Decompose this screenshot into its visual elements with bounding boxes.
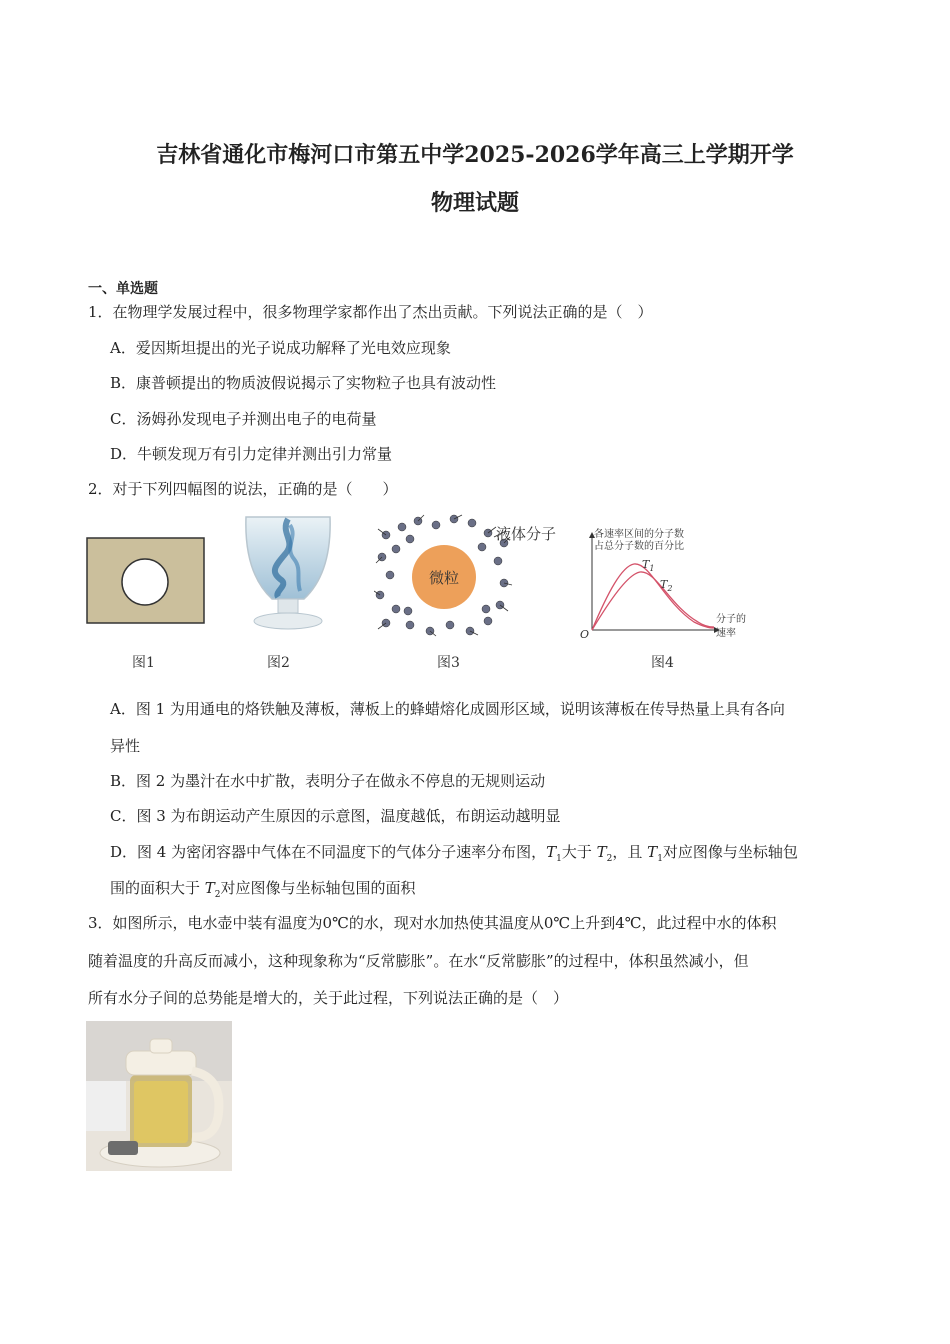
q2-option-d-line2: 围的面积大于 $T_2$对应图像与坐标轴包围的面积 (110, 879, 416, 900)
figure-4-caption: 图4 (651, 655, 674, 671)
liquid-molecule-label: 液体分子 (496, 525, 557, 543)
t1-label: $T_1$ (642, 558, 655, 573)
q1-option-c: C．汤姆孙发现电子并测出电子的电荷量 (110, 410, 377, 428)
melted-circle (122, 559, 168, 605)
q1-option-a: A．爱因斯坦提出的光子说成功解释了光电效应现象 (110, 339, 451, 357)
figure-1-caption: 图1 (132, 655, 155, 671)
q2-option-a-line2: 异性 (110, 737, 141, 755)
x-label-1: 分子的 (716, 614, 746, 625)
q3-line3: 所有水分子间的总势能是增大的，关于此过程，下列说法正确的是（ ） (88, 989, 569, 1007)
q1-option-b: B．康普顿提出的物质波假说揭示了实物粒子也具有波动性 (110, 374, 497, 392)
q3-line2: 随着温度的升高反而减小，这种现象称为“反常膨胀”。在水“反常膨胀”的过程中，体积虽然减小，但 (88, 952, 749, 970)
t2-label: $T_2$ (660, 578, 673, 593)
document-title-line1: 吉林省通化市梅河口市第五中学2025-2026学年高三上学期开学 (156, 142, 794, 168)
section-heading: 一、单选题 (88, 281, 158, 297)
y-label-2: 占总分子数的百分比 (594, 541, 684, 552)
q2-stem: 2．对于下列四幅图的说法，正确的是（ ） (88, 480, 398, 498)
kettle-photo (86, 1021, 232, 1171)
particle-label: 微粒 (428, 569, 460, 587)
document-title-line2: 物理试题 (430, 190, 519, 216)
figure-3-caption: 图3 (437, 655, 460, 671)
curve-t2 (592, 572, 714, 630)
q2-option-c: C．图 3 为布朗运动产生原因的示意图，温度越低，布朗运动越明显 (110, 807, 561, 825)
q2-option-a-line1: A．图 1 为用通电的烙铁触及薄板，薄板上的蜂蜡熔化成圆形区域，说明该薄板在传导热量上具有各向 (110, 700, 785, 718)
q1-stem: 1．在物理学发展过程中，很多物理学家都作出了杰出贡献。下列说法正确的是（ ） (88, 303, 653, 321)
origin-label: O (580, 628, 590, 641)
figure-1-plate (86, 537, 206, 625)
q2-option-d-line1: D．图 4 为密闭容器中气体在不同温度下的气体分子速率分布图，$T_1$大于 $T_2$，且 $T_1$对应图像与坐标轴包 (110, 843, 798, 864)
figure-2-caption: 图2 (267, 655, 290, 671)
x-label-2: 速率 (716, 628, 736, 639)
q1-option-d: D．牛顿发现万有引力定律并测出引力常量 (110, 445, 393, 463)
figure-3-brownian (374, 513, 574, 637)
y-label-1: 各速率区间的分子数 (594, 529, 684, 540)
q2-option-b: B．图 2 为墨汁在水中扩散，表明分子在做永不停息的无规则运动 (110, 772, 546, 790)
q3-line1: 3．如图所示，电水壶中装有温度为0℃的水，现对水加热使其温度从0℃上升到4℃，此过程中水的体积 (88, 914, 777, 932)
figure-2-ink-glass (240, 513, 336, 633)
figure-4-speed-distribution (574, 522, 774, 644)
